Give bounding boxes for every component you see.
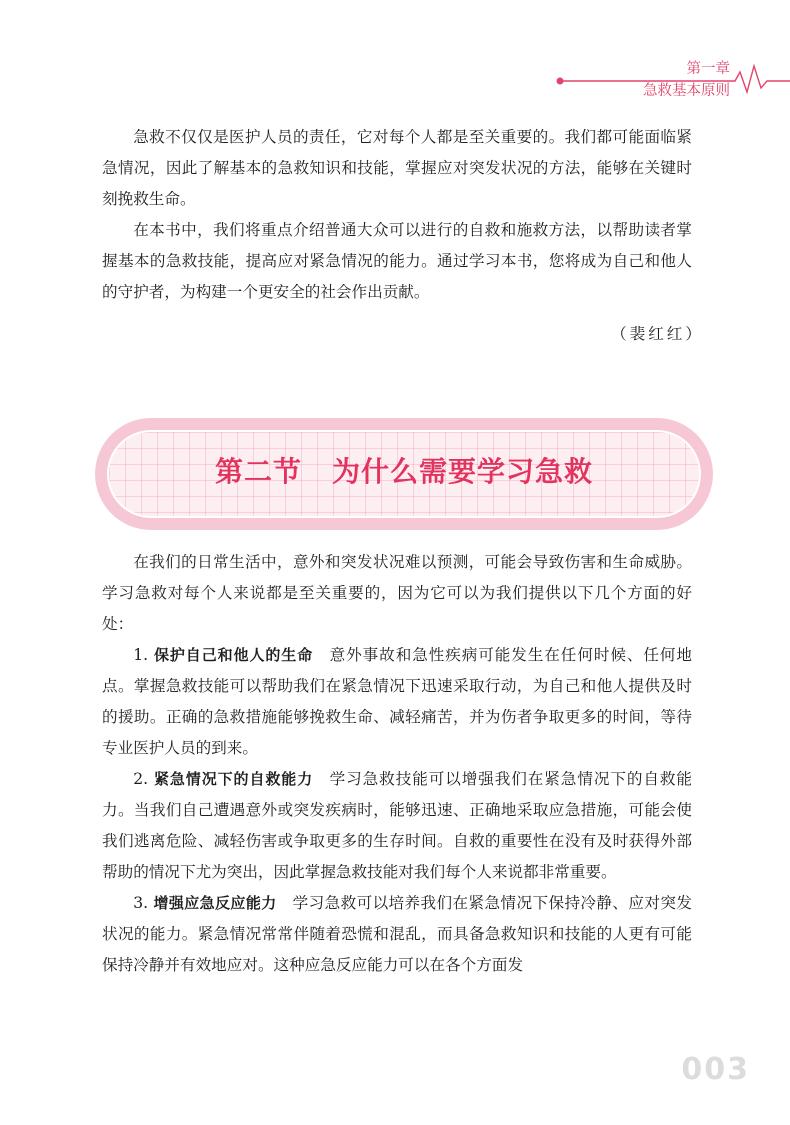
item-number: 1. [133,646,149,664]
item-number: 2. [133,770,149,788]
intro-text [102,122,692,308]
author-signature: （裴红红） [611,325,704,343]
intro-paragraph-2: 在本书中，我们将重点介绍普通大众可以进行的自救和施救方法，以帮助读者掌握基本的急救技能，提高应对紧急情况的能力。通过学习本书，您将成为自己和他人的守护者，为构建一个更安全的社会作出贡献。 [102,221,692,301]
list-item [102,640,692,764]
section-banner [95,418,713,530]
item-text: 学习急救可以培养我们在紧急情况下保持冷静、应对突发状况的能力。紧急情况常常伴随着恐慌和混乱，而具备急救知识和技能的人更有可能保持冷静并有效地应对。这种应急反应能力可以在各个方面发 [102,894,692,974]
section-number: 第二节 [214,455,302,488]
list-item [102,764,692,888]
section-heading [95,452,713,492]
section-body [102,547,692,981]
item-number: 3. [133,894,149,912]
list-item [102,888,692,981]
item-text: 学习急救技能可以增强我们在紧急情况下的自救能力。当我们自己遭遇意外或突发疾病时，能够迅速、正确地采取应急措施，可能会使我们逃离危险、减轻伤害或争取更多的生存时间。自救的重要性在没有及时获得外部帮助的情况下尤为突出，因此掌握急救技能对我们每个人来说都非常重要。 [102,770,692,881]
item-heading: 紧急情况下的自救能力 [153,770,314,788]
intro-paragraph-1: 急救不仅仅是医护人员的责任，它对每个人都是至关重要的。我们都可能面临紧急情况，因此了解基本的急救知识和技能，掌握应对突发状况的方法，能够在关键时刻挽救生命。 [102,128,692,208]
item-text: 意外事故和急性疾病可能发生在任何时候、任何地点。掌握急救技能可以帮助我们在紧急情况下迅速采取行动，为自己和他人提供及时的援助。正确的急救措施能够挽救生命、减轻痛苦，并为伤者争取更多的时间，等待专业医护人员的到来。 [102,646,692,757]
chapter-number: 第一章 [686,61,730,77]
item-heading: 增强应急反应能力 [153,894,277,912]
page-number: 003 [681,1052,750,1087]
chapter-title: 急救基本原则 [643,83,730,99]
running-header [643,58,730,102]
section-intro-paragraph: 在我们的日常生活中，意外和突发状况难以预测，可能会导致伤害和生命威胁。学习急救对每个人来说都是至关重要的，因为它可以为我们提供以下几个方面的好处： [102,553,692,633]
item-heading: 保护自己和他人的生命 [153,646,314,664]
section-title: 为什么需要学习急救 [332,455,594,488]
